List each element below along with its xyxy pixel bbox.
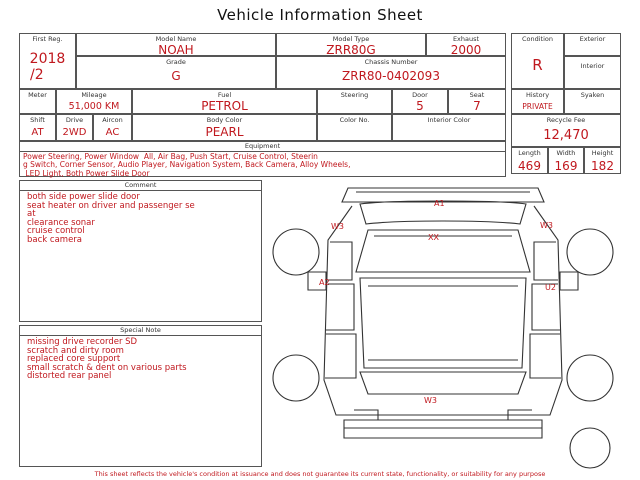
- comment-line: at: [27, 209, 36, 220]
- exhaust-value: 2000: [450, 43, 482, 57]
- right-rear-door: [530, 334, 561, 378]
- special-note-label: Special Note: [20, 326, 261, 336]
- model-type-cell: [276, 33, 426, 56]
- first-reg-label: First Reg.: [32, 35, 63, 43]
- model-name-value: NOAH: [158, 43, 194, 57]
- mileage-value: 51,000 KM: [68, 101, 120, 112]
- seat-cell: [448, 89, 506, 114]
- steering-cell: [317, 89, 392, 114]
- first-reg-month: /2: [30, 67, 44, 83]
- seat-label: Seat: [469, 91, 485, 99]
- comment-line: back camera: [27, 234, 82, 245]
- width-value: 169: [554, 159, 578, 173]
- width-label: Width: [556, 149, 576, 157]
- damage-mark-roof: XX: [428, 233, 439, 242]
- chassis-label: Chassis Number: [364, 58, 418, 66]
- special-note-line: small scratch & dent on various parts: [27, 362, 187, 373]
- history-cell: [511, 89, 564, 114]
- door-label: Door: [412, 91, 428, 99]
- aircon-label: Aircon: [102, 116, 123, 124]
- seat-value: 7: [473, 99, 481, 113]
- color-no-cell: [317, 114, 392, 141]
- damage-mark-right-side: U2: [545, 283, 556, 292]
- drive-label: Drive: [65, 116, 84, 124]
- height-label: Height: [591, 149, 614, 157]
- length-cell: [511, 147, 548, 174]
- fuel-cell: [132, 89, 317, 114]
- width-cell: [548, 147, 584, 174]
- door-cell: [392, 89, 448, 114]
- recycle-fee-cell: [511, 114, 621, 147]
- comment-box: [19, 180, 262, 322]
- car-diagram: [268, 180, 618, 470]
- condition-value: R: [532, 56, 543, 74]
- door-value: 5: [416, 99, 424, 113]
- recycle-fee-label: Recycle Fee: [546, 116, 586, 124]
- interior-cell: [564, 56, 621, 89]
- shift-value: AT: [31, 127, 44, 138]
- left-front-door: [326, 284, 354, 330]
- model-name-label: Model Name: [155, 35, 197, 43]
- rear-left-wheel: [273, 355, 319, 401]
- equipment-line: g Switch, Corner Sensor, Audio Player, Navigation System, Back Camera, Alloy Wheels,: [23, 160, 351, 170]
- left-rear-door: [325, 334, 356, 378]
- syaken-cell: [564, 89, 621, 114]
- aircon-cell: [93, 114, 132, 141]
- car-body-outline: [324, 206, 562, 415]
- first-reg-year: 2018: [29, 51, 66, 67]
- body-color-cell: [132, 114, 317, 141]
- comment-line: both side power slide door: [27, 192, 140, 202]
- damage-mark-left-side: A2: [319, 278, 330, 287]
- equipment-label: Equipment: [20, 142, 505, 152]
- drive-value: 2WD: [62, 127, 87, 138]
- grade-cell: [76, 56, 276, 89]
- special-note-line: missing drive recorder SD: [27, 337, 138, 347]
- chassis-value: ZRR80-0402093: [342, 69, 440, 83]
- length-label: Length: [518, 149, 541, 157]
- rear-right-wheel: [567, 355, 613, 401]
- equipment-text: [23, 153, 502, 178]
- shift-cell: [19, 114, 56, 141]
- damage-mark-front: A1: [434, 199, 445, 208]
- roof: [360, 278, 526, 368]
- exterior-label: Exterior: [579, 35, 606, 43]
- chassis-cell: [276, 56, 506, 89]
- grade-label: Grade: [166, 58, 186, 66]
- rear-bumper: [344, 420, 542, 438]
- spare-wheel: [570, 428, 610, 468]
- history-label: History: [525, 91, 550, 99]
- fuel-value: PETROL: [201, 99, 248, 113]
- steering-label: Steering: [340, 91, 369, 99]
- drive-cell: [56, 114, 93, 141]
- special-note-box: [19, 325, 262, 467]
- meter-label: Meter: [28, 91, 47, 99]
- mileage-label: Mileage: [81, 91, 107, 99]
- meter-cell: [19, 89, 56, 114]
- exhaust-cell: [426, 33, 506, 56]
- model-type-label: Model Type: [332, 35, 370, 43]
- equipment-line: Power Steering, Power Window All, Air Bag, Push Start, Cruise Control, Steerin: [23, 152, 318, 161]
- exhaust-label: Exhaust: [452, 35, 480, 43]
- front-right-wheel: [567, 229, 613, 275]
- exterior-cell: [564, 33, 621, 56]
- model-type-value: ZRR80G: [326, 43, 376, 57]
- left-front-fender: [328, 242, 352, 280]
- grade-value: G: [171, 69, 181, 83]
- history-value: PRIVATE: [522, 102, 553, 111]
- comment-lines: [27, 193, 195, 245]
- height-cell: [584, 147, 621, 174]
- front-left-wheel: [273, 229, 319, 275]
- syaken-label: Syaken: [580, 91, 605, 99]
- body-color-label: Body Color: [206, 116, 243, 124]
- shift-label: Shift: [30, 116, 45, 124]
- mileage-cell: [56, 89, 132, 114]
- comment-line: seat heater on driver and passenger se: [27, 200, 195, 211]
- height-value: 182: [591, 159, 614, 173]
- equipment-box: [19, 141, 506, 177]
- comment-line: clearance sonar: [27, 217, 95, 228]
- equipment-line: LED Light, Both Power Slide Door: [23, 168, 150, 178]
- special-note-line: replaced core support: [27, 354, 121, 365]
- damage-mark-rear: W3: [424, 396, 437, 405]
- fuel-label: Fuel: [217, 91, 232, 99]
- right-front-fender: [534, 242, 558, 280]
- first-reg-cell: [19, 33, 76, 89]
- special-note-line: distorted rear panel: [27, 371, 112, 382]
- interior-label: Interior: [580, 62, 605, 70]
- recycle-fee-value: 12,470: [543, 128, 589, 143]
- aircon-value: AC: [105, 127, 120, 138]
- damage-mark-front-right: W3: [540, 221, 553, 230]
- model-name-cell: [76, 33, 276, 56]
- interior-color-label: Interior Color: [427, 116, 471, 124]
- interior-color-cell: [392, 114, 506, 141]
- comment-line: cruise control: [27, 226, 85, 237]
- special-note-line: scratch and dirty room: [27, 345, 124, 356]
- length-value: 469: [518, 159, 541, 173]
- body-color-value: PEARL: [205, 125, 244, 139]
- disclaimer-footer: This sheet reflects the vehicle's condition at issuance and does not guarantee its current state, functionality, or suitability for any purpose: [94, 470, 546, 478]
- special-note-lines: [27, 338, 187, 381]
- condition-cell: [511, 33, 564, 89]
- sheet-title: Vehicle Information Sheet: [217, 6, 423, 24]
- rear-window: [360, 372, 526, 394]
- color-no-label: Color No.: [339, 116, 370, 124]
- damage-mark-front-left: W3: [331, 222, 344, 231]
- condition-label: Condition: [521, 35, 554, 43]
- comment-label: Comment: [20, 181, 261, 191]
